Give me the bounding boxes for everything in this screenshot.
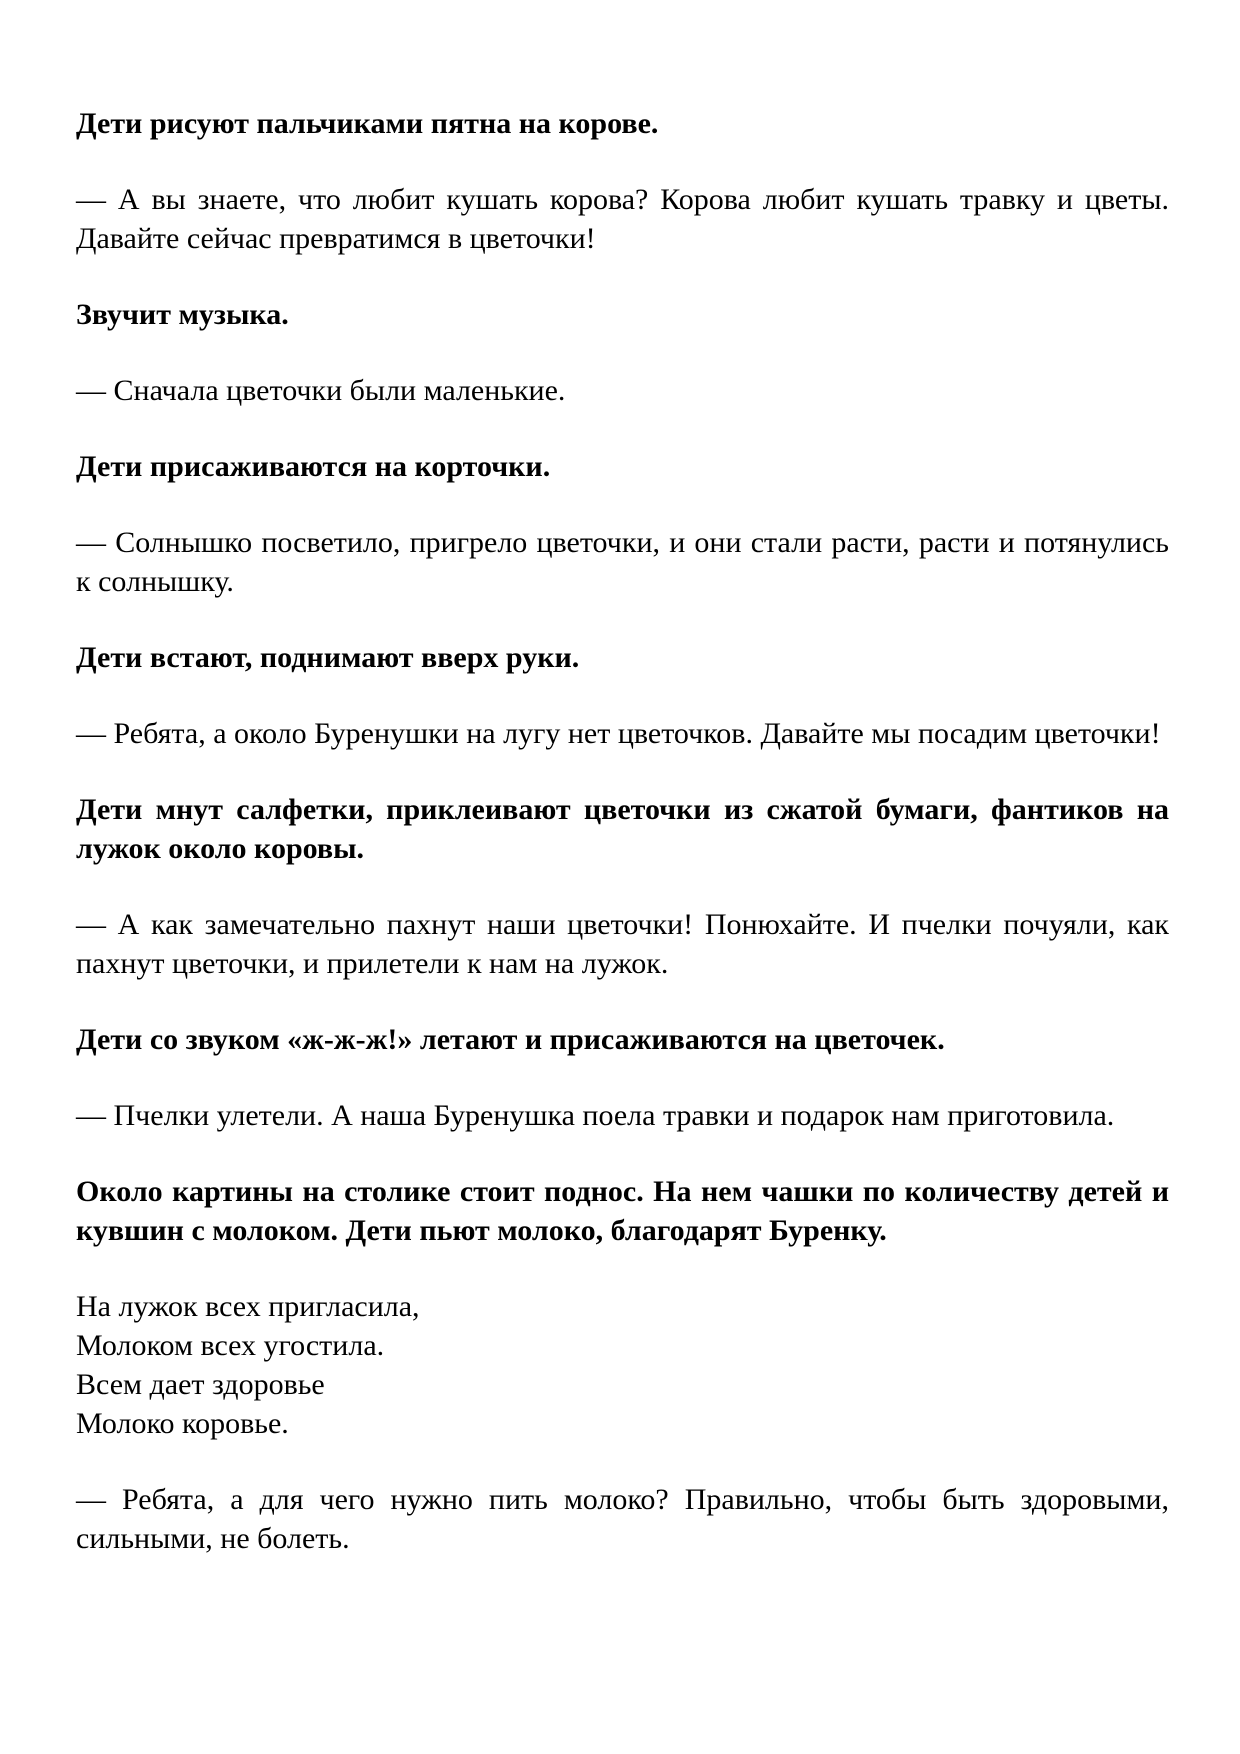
teacher-line: — Солнышко посветило, пригрело цветочки, и они стали расти, расти и потянулись к солнышку. (76, 526, 1169, 598)
stage-direction: Дети со звуком «ж-ж-ж!» летают и присаживаются на цветочек. (76, 1023, 945, 1056)
stage-direction: Дети встают, поднимают вверх руки. (76, 641, 580, 674)
closing-line: — Ребята, а для чего нужно пить молоко? Правильно, чтобы быть здоровыми, сильными, не болеть. (76, 1483, 1169, 1555)
stage-direction: Дети мнут салфетки, приклеивают цветочки из сжатой бумаги, фантиков на лужок около коровы. (76, 793, 1169, 865)
stage-direction: Звучит музыка. (76, 298, 289, 331)
teacher-line: — Сначала цветочки были маленькие. (76, 374, 566, 407)
poem-line: Молоком всех угостила. (76, 1329, 385, 1362)
document-page (76, 104, 1169, 1595)
teacher-line: — Пчелки улетели. А наша Буренушка поела травки и подарок нам приготовила. (76, 1099, 1115, 1132)
poem-line: Молоко коровье. (76, 1407, 289, 1440)
teacher-line: — А вы знаете, что любит кушать корова? Корова любит кушать травку и цветы. Давайте сейчас превратимся в цветочки! (76, 183, 1169, 255)
stage-direction: Около картины на столике стоит поднос. На нем чашки по количеству детей и кувшин с молоком. Дети пьют молоко, благодарят Буренку. (76, 1175, 1169, 1247)
poem (76, 1287, 1169, 1443)
teacher-line: — Ребята, а около Буренушки на лугу нет цветочков. Давайте мы посадим цветочки! (76, 717, 1161, 750)
stage-direction: Дети рисуют пальчиками пятна на корове. (76, 107, 659, 140)
poem-line: На лужок всех пригласила, (76, 1290, 420, 1323)
teacher-line: — А как замечательно пахнут наши цветочки! Понюхайте. И пчелки почуяли, как пахнут цветочки, и прилетели к нам на лужок. (76, 908, 1169, 980)
stage-direction: Дети присаживаются на корточки. (76, 450, 551, 483)
poem-line: Всем дает здоровье (76, 1368, 325, 1401)
